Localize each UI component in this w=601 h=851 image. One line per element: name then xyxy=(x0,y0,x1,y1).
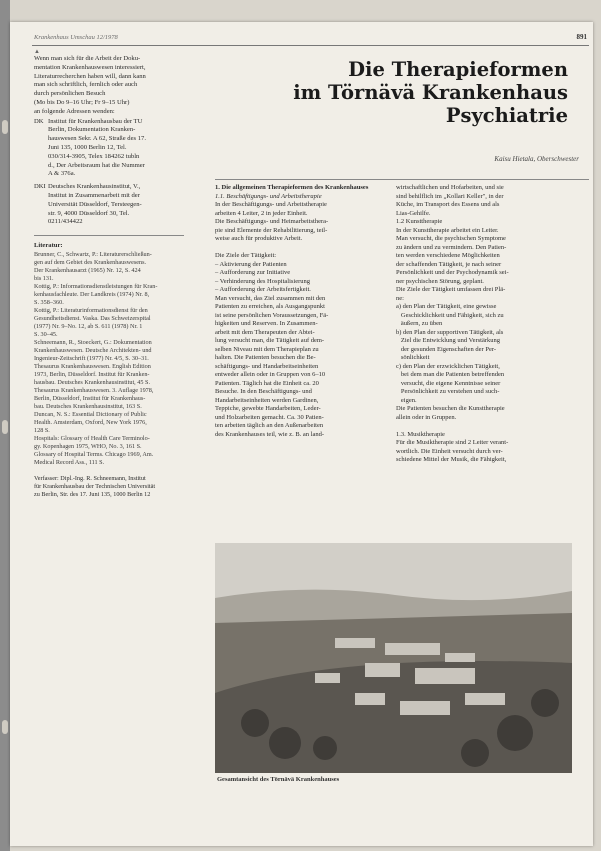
text-line: Thesaurus Krankenhauswesen. English Edition xyxy=(34,362,151,370)
text-line: wortlich. Die Einheit versucht durch ver- xyxy=(396,447,503,455)
text-line: zu ändern und zu vermindern. Den Patien- xyxy=(396,243,507,251)
text-line: arbeiten 4 Leiter, 2 in jeder Einheit. xyxy=(215,209,308,217)
text-line: Deutsches Krankenhausinstitut, V., xyxy=(48,183,141,191)
page-number: 891 xyxy=(576,33,587,41)
text-line: – Aufforderung der Arbeitsfertigkeit. xyxy=(215,286,311,293)
address-code: DK xyxy=(34,117,44,125)
text-line: – Aufforderung zur Initiative xyxy=(215,269,291,276)
text-line: 1973, Berlin, Düsseldorf. Institut für Kranken- xyxy=(34,370,150,378)
text-line: weise auch für produktive Arbeit. xyxy=(215,235,303,242)
byline: Kaisu Hietala, Oberschwester xyxy=(494,155,579,163)
hospital-aerial-photo xyxy=(215,543,572,773)
text-line: Krankenhauswesen. Deutsche Architekten- und xyxy=(34,346,152,354)
binder-hole xyxy=(2,420,8,434)
text-line: 1.3. Musiktherapie xyxy=(396,430,445,438)
section-divider xyxy=(34,235,184,236)
text-line: arbeit mit dem Therapeuten der Abtei- xyxy=(215,328,315,336)
text-line: Schneemann, R., Stoeckert, G.: Dokumentation xyxy=(34,338,152,346)
text-line: – Aktivierung der Patienten xyxy=(215,260,287,268)
address-item xyxy=(34,118,206,180)
text-line: Die Ziele der Tätigkeit umfassen drei Plä- xyxy=(396,286,506,293)
text-line: der gesunden Eigenschaften der Per- xyxy=(396,345,497,353)
text-line: Die Patienten besuchen die Kunsttherapie xyxy=(396,405,505,412)
text-line: 030/314-3905, Telex 184262 tubln xyxy=(48,152,140,160)
text-line: Duncan, N. S.: Essential Dictionary of Public xyxy=(34,410,147,418)
text-line: Verfasser: Dipl.-Ing. R. Schneemann, Institut xyxy=(34,474,146,482)
text-line: Lias-Gehilfe. xyxy=(396,209,431,217)
text-line: Patienten zu erreichen, als Ausgangspunkt xyxy=(215,303,325,310)
middle-column xyxy=(215,184,383,439)
text-line: Glossary of Hospital Terms. Chicago 1969, Am. xyxy=(34,450,154,458)
article-title xyxy=(250,58,568,127)
text-line: Hospitals: Glossary of Health Care Terminolo- xyxy=(34,434,150,442)
title-line: Psychiatrie xyxy=(445,104,568,127)
running-header: Krankenhaus Umschau 12/1978 xyxy=(34,34,118,41)
text-line: Persönlichkeit und der Psychodynamik sei- xyxy=(396,269,509,276)
text-line: – Verhinderung des Hospitalisierung xyxy=(215,277,311,285)
text-line: Man versucht, das Ziel zusammen mit den xyxy=(215,294,326,302)
text-line: für Krankenhausbau der Technischen Universität xyxy=(34,482,156,490)
text-line: ten arbeiten täglich an den Außenarbeiten xyxy=(215,422,324,429)
text-line: Ziel die Entwicklung und Verstärkung xyxy=(396,337,501,344)
author-note xyxy=(34,475,206,499)
binder-hole xyxy=(2,120,8,134)
text-line: entweder allein oder in Gruppen von 6–10 xyxy=(215,371,326,378)
text-line: Besuche. In den Beschäftigungs- und xyxy=(215,388,312,395)
text-line: zu Berlin, Str. des 17. Juni 135, 1000 Berlin 12 xyxy=(34,490,151,498)
text-line: bis 131. xyxy=(34,274,54,282)
title-line: im Törnävä Krankenhaus xyxy=(293,81,568,104)
header-rule xyxy=(32,45,589,46)
aerial-photo-graphic xyxy=(215,543,572,773)
section-heading: 1. Die allgemeinen Therapieformen des Krankenhauses xyxy=(215,184,369,191)
text-line: ne: xyxy=(396,294,404,302)
text-line: Teppiche, gewebte Handarbeiten, Leder- xyxy=(215,405,321,412)
binder-hole xyxy=(2,720,8,734)
text-line: man sich schriftlich, fernlich oder auch xyxy=(34,81,138,89)
text-line: 0211/434422 xyxy=(48,218,83,226)
text-line: Der Krankenhausarzt (1965) Nr. 12, S. 424 xyxy=(34,266,141,274)
text-line: Patienten. Täglich hat die Einheit ca. 20 xyxy=(215,379,319,387)
text-line: äußern, zu üben xyxy=(396,320,443,327)
subsection-heading: 1.1. Beschäftigungs- und Arbeitstherapie xyxy=(215,192,322,200)
text-line: pie sind Elemente der Rehabilitierung, teil- xyxy=(215,226,328,234)
left-column xyxy=(34,55,206,499)
text-line: 128 S. xyxy=(34,426,50,434)
address-list xyxy=(34,118,206,228)
text-line: Persönlichkeit zu verstehen und such- xyxy=(396,388,500,395)
text-line: b) den Plan der supportiven Tätigkeit, als xyxy=(396,328,504,336)
text-line: Kottig, P.: Informationsdienstleistungen für Kran- xyxy=(34,282,158,290)
text-line: halten. Die Patienten besuchen die Be- xyxy=(215,354,316,361)
photo-caption: Gesamtansicht des Törnävä Krankenhauses xyxy=(217,776,340,783)
title-line: Die Therapieformen xyxy=(348,58,568,81)
text-line: Man versucht, die psychischen Symptome xyxy=(396,235,506,242)
text-line: Juni 135, 1000 Berlin 12, Tel. xyxy=(48,143,127,151)
text-line: hauswesen Sekr. A 62, Straße des 17. xyxy=(48,135,146,143)
text-line: an folgende Adressen wenden: xyxy=(34,107,115,115)
text-line: higkeiten und Reserven. In Zusammen- xyxy=(215,320,318,327)
middle-body xyxy=(215,201,383,439)
text-line: Gesundheitsdienst. Vaska. Das Schweizerspital xyxy=(34,314,151,322)
text-line: Ingenieur-Zeitschrift (1977) Nr. 4/5, S. 30–31. xyxy=(34,354,149,362)
text-line: Geschicklichkeit und Fähigkeit, sich zu xyxy=(396,311,504,319)
text-line: A & 376a. xyxy=(48,170,76,178)
text-line: sind behilflich im „Kollari Keller", in der xyxy=(396,192,504,200)
text-line: schäftigungs- und Handarbeitseinheiten xyxy=(215,362,319,370)
text-line: mentation Krankenhauswesen interessiert, xyxy=(34,63,146,71)
text-line xyxy=(396,422,572,431)
text-line: bei dem man die Patienten betreffenden xyxy=(396,371,505,378)
text-line: Berlin, Düsseldorf, Institut für Krankenhaus- xyxy=(34,394,146,402)
literature-heading: Literatur: xyxy=(34,242,63,250)
text-line: Medical Record Ass., 111 S. xyxy=(34,458,105,466)
right-column xyxy=(396,184,572,465)
text-line: gy. Kopenhagen 1975, WHO, No. 3, 161 S. xyxy=(34,442,142,450)
text-line: Die Beschäftigungs- und Heimarbeitsthera- xyxy=(215,218,329,225)
text-line: durch persönlichen Besuch xyxy=(34,90,106,98)
address-code: DKI xyxy=(34,183,46,191)
text-line: Literaturrecherchen haben will, dann kann xyxy=(34,72,146,80)
text-line: a) den Plan der Tätigkeit, eine gewisse xyxy=(396,303,497,310)
text-line: gen auf dem Gebiet des Krankenhauswesens. xyxy=(34,258,147,266)
text-line: S. 358–360. xyxy=(34,298,64,306)
text-line: Küche, im Transport des Essens und als xyxy=(396,201,500,208)
text-line: lung versucht man, die Tätigkeit auf dem- xyxy=(215,337,325,344)
text-line: 1.2 Kunsttherapie xyxy=(396,218,443,225)
literature-list xyxy=(34,251,206,467)
text-line: Institut für Krankenhausbau der TU xyxy=(48,117,143,125)
text-line: Berlin, Dokumentation Kranken- xyxy=(48,126,136,134)
text-line: wirtschaftlichen und Hofarbeiten, und sie xyxy=(396,184,504,191)
text-line: (Mo bis Do 9–16 Uhr; Fr 9–15 Uhr) xyxy=(34,98,130,106)
text-line: Handarbeitseinheiten werden Gardinen, xyxy=(215,396,319,404)
text-line: (1977) Nr. 9–No. 12, ab S. 611 (1978) Nr. 1 xyxy=(34,322,143,330)
title-rule xyxy=(215,179,589,180)
intro-paragraph xyxy=(34,55,206,117)
text-line: ist seine persönlichen Voraussetzungen, Fä- xyxy=(215,311,329,319)
triangle-marker-icon: ▲ xyxy=(34,49,40,55)
text-line: eigen. xyxy=(396,396,417,404)
text-line: versucht, die eigene Kenntnisse seiner xyxy=(396,379,501,387)
text-line: d., Der Arbeitsraum hat die Nummer xyxy=(48,161,145,169)
text-line: hausbau. Deutsches Krankenhausinstitut, 45 S. xyxy=(34,378,150,386)
text-line xyxy=(215,244,383,253)
right-body xyxy=(396,184,572,465)
text-line: Wenn man sich für die Arbeit der Doku- xyxy=(34,55,141,62)
binder-strip xyxy=(0,0,10,851)
text-line: Thesaurus Krankenhauswesen. 3. Auflage 1978, xyxy=(34,386,154,394)
text-line: schiedene Mittel der Musik, die Fähigkeit, xyxy=(396,456,507,463)
text-line: Universität Düsseldorf, Tersteegen- xyxy=(48,200,142,208)
text-line: str. 9, 4000 Düsseldorf 30, Tel. xyxy=(48,209,130,217)
address-item xyxy=(34,183,206,227)
text-line: sönlichkeit xyxy=(396,354,430,361)
text-line: S. 30–45. xyxy=(34,330,58,338)
text-line: Die Ziele der Tätigkeit: xyxy=(215,252,277,259)
text-line: allein oder in Gruppen. xyxy=(396,413,457,421)
text-line: selben Niveau mit dem Therapieplan zu xyxy=(215,345,319,353)
text-line: c) den Plan der erzwicklichen Tätigkeit, xyxy=(396,362,500,370)
text-line: Für die Musiktherapie sind 2 Leiter verant- xyxy=(396,439,509,446)
text-line: kenhausfachleute. Der Landkreis (1974) Nr. 8, xyxy=(34,290,150,298)
text-line: der schaffenden Tätigkeit, je nach seiner xyxy=(396,260,502,268)
text-line: In der Beschäftigungs- und Arbeitstherapie xyxy=(215,201,327,208)
text-line: In der Kunsttherapie arbeitet ein Leiter. xyxy=(396,226,499,234)
text-line: bau. Deutsches Krankenhausinstitut, 163 S. xyxy=(34,402,142,410)
text-line: Kottig, P.: Literaturinformationsdienst für den xyxy=(34,306,148,314)
text-line: Brunner, C., Schwartz, P.: Literaturerschließun- xyxy=(34,250,152,258)
text-line: Health. Amsterdam, Oxford, New York 1976, xyxy=(34,418,147,426)
text-line: ten werden verschiedene Möglichkeiten xyxy=(396,252,500,259)
text-line: Institut in Zusammenarbeit mit der xyxy=(48,191,140,199)
text-line: und Holzarbeiten gemacht. Ca. 30 Patien- xyxy=(215,413,324,421)
text-line: ner psychischen Störung, geplant. xyxy=(396,277,484,285)
text-line: des Krankenhauses teil, wie z. B. an land- xyxy=(215,430,325,438)
